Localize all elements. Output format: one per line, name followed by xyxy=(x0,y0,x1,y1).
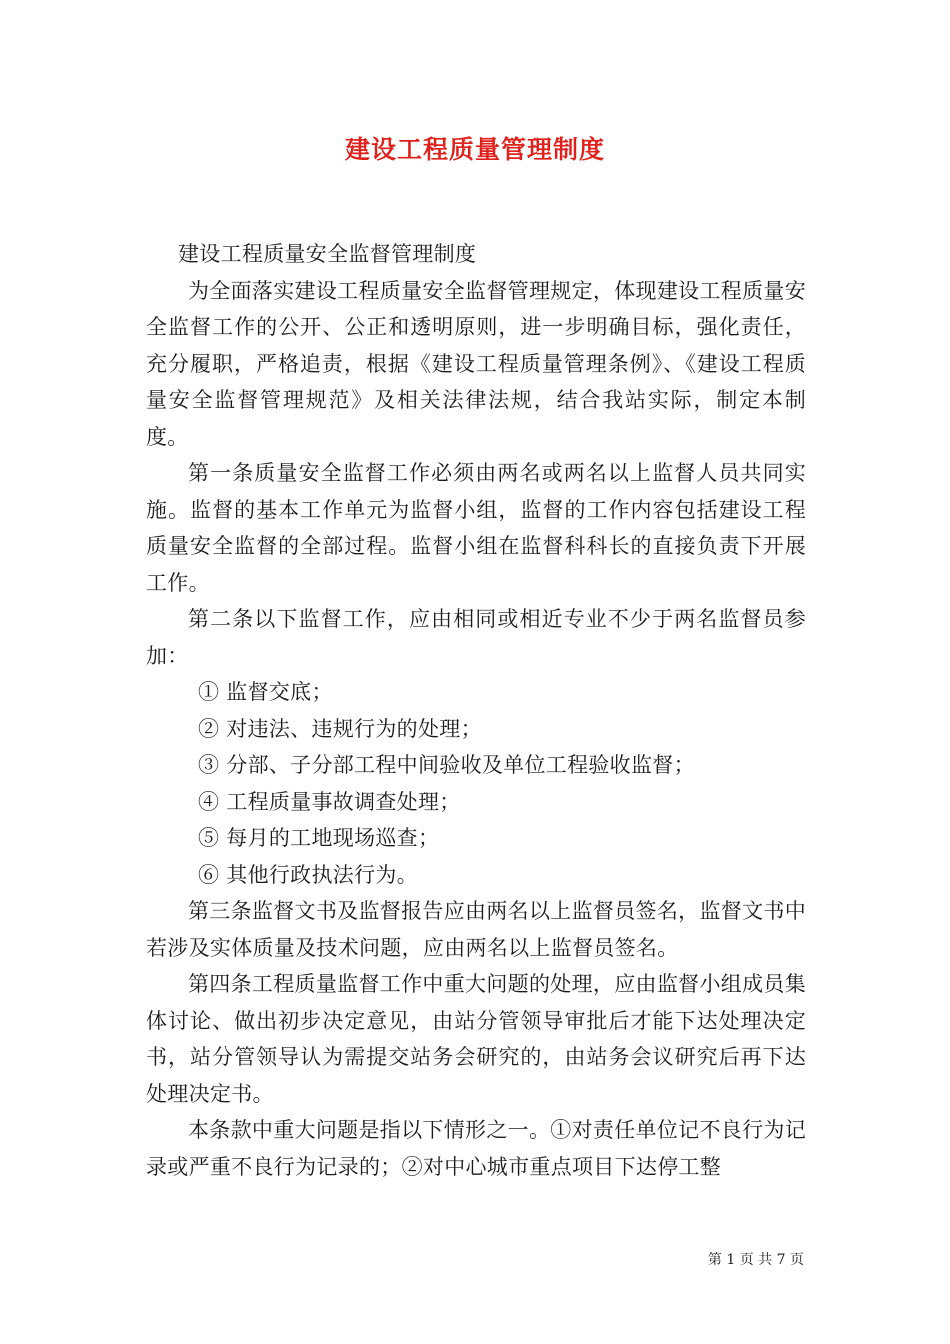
paragraph-article-4: 第四条工程质量监督工作中重大问题的处理，应由监督小组成员集体讨论、做出初步决定意见，由站分管领导审批后才能下达处理决定书，站分管领导认为需提交站务会研究的，由站务会议研究后再下达处理决定书。 xyxy=(146,972,806,1106)
paragraph-article-3: 第三条监督文书及监督报告应由两名以上监督员签名，监督文书中若涉及实体质量及技术问题，应由两名以上监督员签名。 xyxy=(146,899,806,960)
list-item: ④ 工程质量事故调查处理； xyxy=(198,789,461,814)
list-item: ③ 分部、子分部工程中间验收及单位工程验收监督； xyxy=(198,753,695,777)
document-subtitle: 建设工程质量安全监督管理制度 xyxy=(178,242,477,266)
paragraph-article-1: 第一条质量安全监督工作必须由两名或两名以上监督人员共同实施。监督的基本工作单元为监督小组，监督的工作内容包括建设工程质量安全监督的全部过程。监督小组在监督科科长的直接负责下开展工作。 xyxy=(146,461,806,595)
list-item: ① 监督交底； xyxy=(198,680,333,704)
list-item: ⑤ 每月的工地现场巡查； xyxy=(198,826,440,850)
list-item: ⑥ 其他行政执法行为。 xyxy=(198,862,418,887)
paragraph-intro: 为全面落实建设工程质量安全监督管理规定，体现建设工程质量安全监督工作的公开、公正和透明原则，进一步明确目标，强化责任，充分履职，严格追责，根据《建设工程质量管理条例》、《建设工程质量安全监督管理规范》及相关法律法规，结合我站实际，制定本制度。 xyxy=(146,278,806,449)
paragraph-major-issues: 本条款中重大问题是指以下情形之一。①对责任单位记不良行为记录或严重不良行为记录的；②对中心城市重点项目下达停工整 xyxy=(146,1118,806,1179)
list-item: ② 对违法、违规行为的处理； xyxy=(198,716,482,741)
document-body xyxy=(146,236,806,1185)
document-title: 建设工程质量管理制度 xyxy=(344,135,605,164)
page-number: 第 1 页 共 7 页 xyxy=(707,1252,804,1268)
paragraph-article-2: 第二条以下监督工作，应由相同或相近专业不少于两名监督员参加： xyxy=(146,607,806,668)
